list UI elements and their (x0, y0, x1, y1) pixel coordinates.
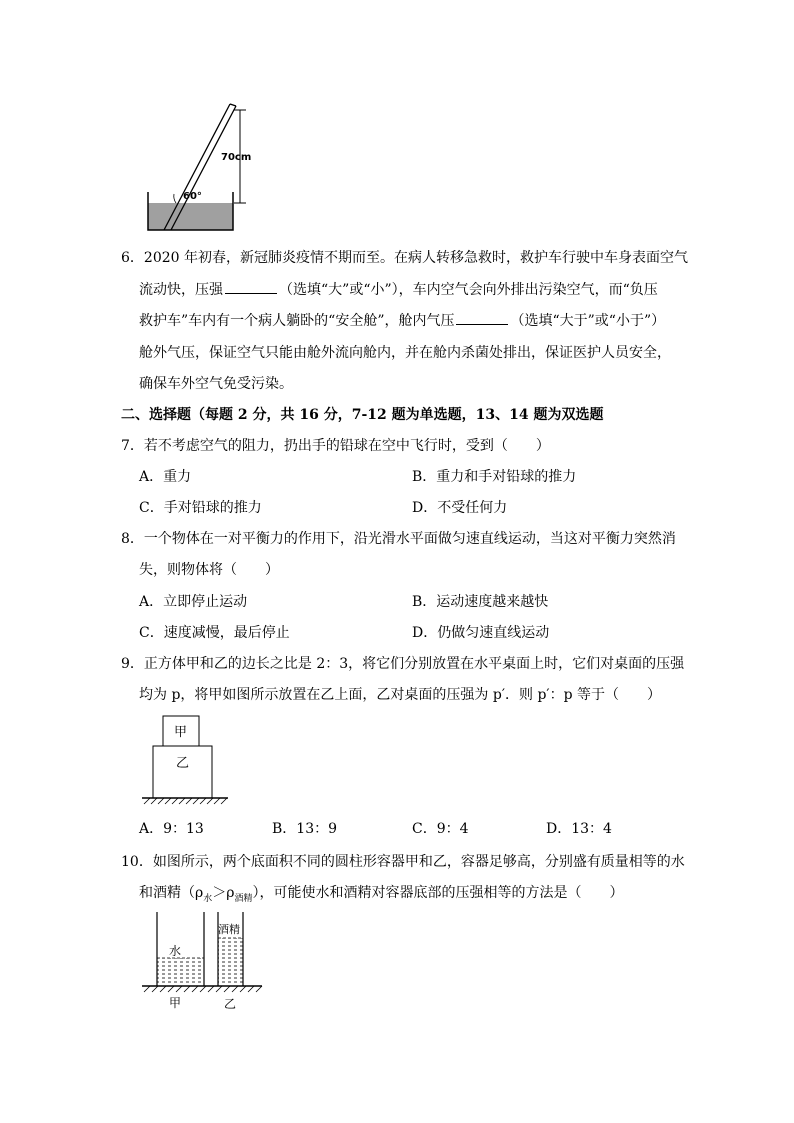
q6-line1: 6．2020 年初春，新冠肺炎疫情不期而至。在病人转移急救时，救护车行驶中车身表面空气 (121, 250, 688, 266)
cube-bottom (153, 746, 212, 798)
q8-option-a[interactable]: A．立即停止运动 (139, 594, 248, 610)
q6-line2: 流动快，压强 （选填“大”或“小”），车内空气会向外排出污染空气，而“负压 (139, 282, 658, 298)
water (157, 958, 204, 986)
section2-heading: 二、选择题（每题 2 分，共 16 分，7-12 题为单选题，13、14 题为双选题 (121, 407, 604, 423)
q7-option-b[interactable]: B．重力和手对铅球的推力 (412, 469, 577, 485)
q7-option-d[interactable]: D．不受任何力 (412, 500, 508, 516)
q8-stem-line2: 失，则物体将（ ） (139, 562, 279, 578)
q6-line5: 确保车外空气免受污染。 (139, 376, 293, 392)
liquid (148, 203, 233, 230)
q8-option-b[interactable]: B．运动速度越来越快 (412, 594, 549, 610)
q6-line4: 舱外气压，保证空气只能由舱外流向舱内，并在舱内杀菌处排出，保证医护人员安全， (139, 345, 671, 361)
tube-figure (140, 96, 260, 236)
q7-option-a[interactable]: A．重力 (139, 469, 192, 485)
stacked-cubes-figure (138, 713, 234, 805)
q9-option-b[interactable]: B．13：9 (272, 821, 338, 837)
cube-top-label: 甲 (174, 725, 188, 740)
q7-stem: 7．若不考虑空气的阻力，扔出手的铅球在空中飞行时，受到（ ） (121, 438, 550, 454)
q7-option-c[interactable]: C．手对铅球的推力 (139, 500, 262, 516)
q9-stem-line2: 均为 p，将甲如图所示放置在乙上面，乙对桌面的压强为 p′．则 p′：p 等于（ ） (139, 687, 662, 703)
q10-stem-line1: 10．如图所示，两个底面积不同的圆柱形容器甲和乙，容器足够高，分别盛有质量相等的水 (121, 854, 685, 870)
q8-option-c[interactable]: C．速度减慢，最后停止 (139, 625, 290, 641)
q6-blank-2[interactable] (456, 312, 508, 325)
q6-line3: 救护车”车内有一个病人躺卧的“安全舱”，舱内气压 （选填“大于”或“小于”） (139, 313, 666, 329)
container-jia-label: 甲 (169, 996, 182, 1010)
cube-bottom-label: 乙 (176, 756, 190, 771)
q9-option-a[interactable]: A．9：13 (139, 821, 204, 837)
q9-stem-line1: 9．正方体甲和乙的边长之比是 2：3，将它们分别放置在水平桌面上时，它们对桌面的压强 (121, 656, 685, 672)
water-label: 水 (169, 944, 182, 958)
alcohol-label: 酒精 (218, 923, 240, 936)
q9-option-d[interactable]: D．13：4 (546, 821, 612, 837)
angle-label: 60° (183, 191, 202, 202)
container-yi-label: 乙 (224, 997, 237, 1011)
containers-figure (138, 912, 268, 1012)
q10-stem-line2: 和酒精$(\rho_水>\rho_{酒精})$，可能使水和酒精对容器底部的压强相等的方法是（ ） (139, 885, 624, 904)
length-label: 70cm (221, 152, 252, 163)
q8-option-d[interactable]: D．仍做匀速直线运动 (412, 625, 550, 641)
alcohol (218, 938, 243, 986)
q9-option-c[interactable]: C．9：4 (412, 821, 469, 837)
q6-blank-1[interactable] (225, 281, 277, 294)
q8-stem-line1: 8．一个物体在一对平衡力的作用下，沿光滑水平面做匀速直线运动，当这对平衡力突然消 (121, 531, 676, 547)
